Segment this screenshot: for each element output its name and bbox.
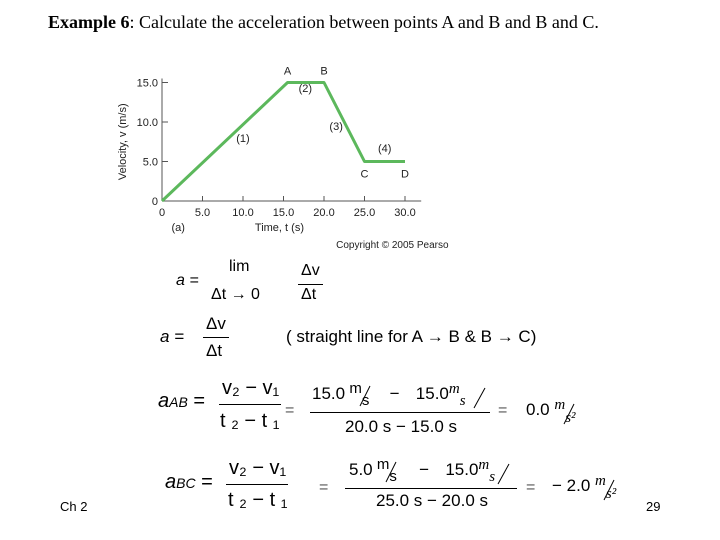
eq-straight-den: Δt <box>206 341 223 360</box>
page-number: 29 <box>646 499 661 514</box>
eq-def-den: Δt <box>301 286 317 303</box>
eq-bc-subscript: BC <box>176 475 196 491</box>
x-axis-label: Time, t (s) <box>254 222 304 234</box>
eq-bc-result-slash <box>600 474 620 504</box>
x-tick-label: 5.0 <box>194 207 211 219</box>
eq-ab-den: t ₂ − t ₁ <box>220 410 280 432</box>
point-label-a: A <box>283 65 292 78</box>
x-tick-label: 25.0 <box>353 207 376 219</box>
eq-ab-fraction-bar2 <box>310 412 490 413</box>
eq-bc-eq2: = <box>319 479 329 496</box>
footer-chapter: Ch 2 <box>60 499 88 514</box>
segment-label: (1) <box>236 132 250 145</box>
eq-ab-lhs: aAB = <box>158 390 206 412</box>
copyright-text: Copyright © 2005 Pearso <box>336 240 449 251</box>
eq-def-limsub: Δt → 0 <box>211 286 260 303</box>
x-tick-label: 20.0 <box>313 207 335 219</box>
segment-label: (4) <box>378 143 392 156</box>
title-text: : Calculate the acceleration between points A and B and B and C. <box>129 12 599 32</box>
y-tick-label: 15.0 <box>136 77 158 90</box>
eq-bc-den: t ₂ − t ₁ <box>228 489 288 511</box>
eq-ab-subscript: AB <box>169 394 188 410</box>
x-tick-label: 30.0 <box>394 207 416 219</box>
eq-ab-den2: 20.0 s − 15.0 s <box>345 417 457 436</box>
eq-bc-eq3: = <box>526 479 536 496</box>
velocity-time-graph <box>110 62 480 257</box>
eq-straight-num: Δv <box>206 314 226 333</box>
point-label-b: B <box>320 65 328 78</box>
eq-def-lim: lim <box>229 258 250 275</box>
eq-straight-note: ( straight line for A → B & B → C) <box>286 327 537 346</box>
eq-bc-lhs: aBC = <box>165 471 213 493</box>
y-tick-label: 5.0 <box>142 156 158 169</box>
eq-ab-fraction-bar <box>219 404 281 405</box>
velocity-line <box>162 83 405 202</box>
eq-def-num: Δv <box>301 262 320 279</box>
eq-ab-result-slash <box>560 398 580 428</box>
point-label-d: D <box>401 168 409 181</box>
eq-bc-result: − 2.0 ms² <box>552 473 617 502</box>
eq-bc-fraction-bar2 <box>345 488 517 489</box>
x-tick-label: 10.0 <box>232 207 254 219</box>
y-axis-label: Velocity, v (m/s) <box>117 103 129 181</box>
eq-ab-eq2: = <box>285 402 295 419</box>
eq-ab-num: v₂ − v₁ <box>222 377 280 399</box>
x-tick-label: 0 <box>158 207 166 219</box>
eq-ab-eq3: = <box>498 402 508 419</box>
eq-def-fraction-bar <box>298 284 323 285</box>
y-tick-label: 10.0 <box>136 117 158 129</box>
title-example-label: Example 6 <box>48 12 130 32</box>
point-label-c: C <box>360 168 369 181</box>
eq-bc-num: v₂ − v₁ <box>229 457 287 479</box>
eq-def-lhs: a = <box>176 272 199 289</box>
slide-title <box>48 10 688 34</box>
eq-bc-den2: 25.0 s − 20.0 s <box>376 491 488 510</box>
eq-straight-lhs: a = <box>160 327 185 346</box>
eq-ab-num2: 15.0 ms − 15.0ms <box>312 380 466 409</box>
eq-straight-fraction-bar <box>203 337 229 338</box>
panel-label: (a) <box>171 222 185 234</box>
segment-label: (3) <box>329 120 343 133</box>
x-tick-label: 15.0 <box>272 207 295 219</box>
y-tick-label: 0 <box>151 196 158 208</box>
eq-ab-result: 0.0 ms² <box>526 397 576 426</box>
segment-label: (2) <box>298 82 313 95</box>
eq-bc-fraction-bar <box>226 484 288 485</box>
eq-bc-num2: 5.0 ms − 15.0ms <box>349 456 496 485</box>
